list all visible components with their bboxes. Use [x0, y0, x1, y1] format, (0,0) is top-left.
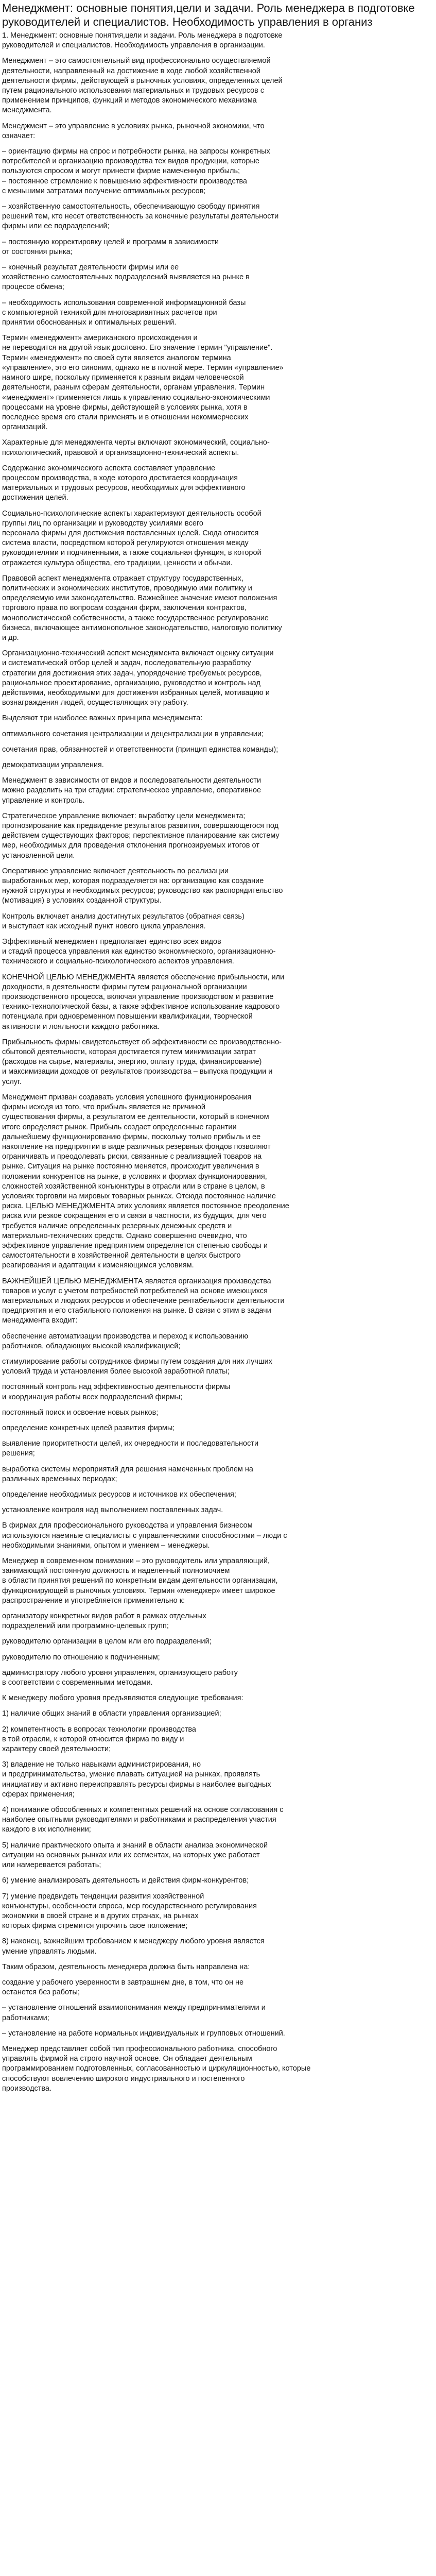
- paragraph: организатору конкретных видов работ в рамках отдельных подразделений или программно-целевых групп;: [2, 1612, 206, 1631]
- paragraph: Контроль включает анализ достигнутых результатов (обратная связь) и выступает как исходный пункт нового цикла управления.: [2, 912, 245, 930]
- paragraph: выработка системы мероприятий для решения намеченных проблем на различных временных периодах;: [2, 1465, 253, 1483]
- paragraph: 5) наличие практического опыта и знаний в области анализа экономической ситуации на основных рынках или их сегментах, на которых уже работает или намеревается работать;: [2, 1841, 268, 1870]
- paragraph: Менеджмент в зависимости от видов и последовательности деятельности можно разделить на три стадии: стратегическое управление, оперативное управление и контроль.: [2, 776, 261, 805]
- paragraph: 1. Менеджмент: основные понятия,цели и задачи. Роль менеджера в подготовке руководителей и специалистов. Необходимость управления в организации.: [2, 31, 283, 50]
- paragraph: определение необходимых ресурсов и источников их обеспечения;: [2, 1490, 236, 1499]
- paragraph: администратору любого уровня управления, организующего работу в соответствии с современными методами.: [2, 1668, 238, 1687]
- paragraph: Оперативное управление включает деятельность по реализации выработанных мер, которая подразделяется на: организацию как создание нужной структуры и необходимых ресурсов; руководство как распорядительство (мотивация) в условиях созданной структуры.: [2, 867, 283, 905]
- paragraph: руководителю организации в целом или его подразделений;: [2, 1637, 212, 1646]
- paragraph: 7) умение предвидеть тенденции развития хозяйственной конъюнктуры, особенности спроса, мер государственного регулирования экономики в своей стране и в других странах, на рынках которых фирма стремится упрочить свое положение;: [2, 1892, 257, 1930]
- paragraph: 6) умение анализировать деятельность и действия фирм-конкурентов;: [2, 1876, 249, 1885]
- document-title: Менеджмент: основные понятия,цели и задачи. Роль менеджера в подготовке руководителей и специалистов. Необходимость управления в организ: [2, 2, 415, 28]
- paragraph: определение конкретных целей развития фирмы;: [2, 1423, 175, 1432]
- paragraph: Стратегическое управление включает: выработку цели менеджмента; прогнозирование как предвидение результатов развития, совершающегося под действием существующих факторов; перспективное планирование как систему мер, необходимых для проведения отклонения прогнозируемых итогов от установленной цели.: [2, 811, 280, 860]
- paragraph: Менеджмент – это самостоятельный вид профессионально осуществляемой деятельности, направленный на достижение в ходе любой хозяйственной деятельности фирмы, действующей в рыночных условиях, определенных целей путем рационального использования материальных и трудовых ресурсов с применением принципов, функций и методов экономического механизма менеджмента.: [2, 57, 283, 115]
- paragraph: В фирмах для профессионального руководства и управления бизнесом используются наемные специалисты с управленческими способностями – люди с необходимыми знаниями, опытом и умением – менеджеры.: [2, 1521, 287, 1550]
- paragraph: Социально-психологические аспекты характеризуют деятельность особой группы лиц по организации и руководству усилиями всего персонала фирмы для достижения поставленных целей. Сюда относится система власти, посредством которой регулируются отношения между руководителями и подчиненными, а также социальная функция, в которой отражается культура общества, его традиции, ценности и обычаи.: [2, 509, 261, 567]
- paragraph: 8) наконец, важнейшим требованием к менеджеру любого уровня является умение управлять людьми.: [2, 1937, 265, 1956]
- paragraph: – ориентацию фирмы на спрос и потребности рынка, на запросы конкретных потребителей и организацию производства тех видов продукции, которые пользуются спросом и могут принести фирме намеченную прибыль; – постоянное стремление к повышению эффективности производства с меньшими затратами получение оптимальных ресурсов;: [2, 147, 270, 195]
- paragraph: выявление приоритетности целей, их очередности и последовательности решения;: [2, 1439, 259, 1458]
- paragraph: КОНЕЧНОЙ ЦЕЛЬЮ МЕНЕДЖМЕНТА является обеспечение прибыльности, или доходности, в деятельности фирмы путем рациональной организации производственного процесса, включая управление производством и развитие технико-технологической базы, а также эффективное использование кадрового потенциала при одновременном повышении квалификации, творческой активности и лояльности каждого работника.: [2, 973, 285, 1031]
- paragraph: сочетания прав, обязанностей и ответственности (принцип единства команды);: [2, 745, 278, 754]
- paragraph: Эффективный менеджмент предполагает единство всех видов и стадий процесса управления как единство экономического, организационно- технического и социально-психологического аспектов управления.: [2, 938, 276, 966]
- paragraph: постоянный поиск и освоение новых рынков;: [2, 1408, 159, 1417]
- paragraph: 1) наличие общих знаний в области управления организацией;: [2, 1709, 221, 1718]
- paragraph: ВАЖНЕЙШЕЙ ЦЕЛЬЮ МЕНЕДЖМЕНТА является организация производства товаров и услуг с учетом потребностей потребителей на основе имеющихся материальных и людских ресурсов и обеспечение рентабельности деятельности предприятия и его стабильного положения на рынке. В связи с этим в задачи менеджмента входит:: [2, 1277, 285, 1325]
- paragraph: Характерные для менеджмента черты включают экономический, социально- психологический, правовой и организационно-технический аспекты.: [2, 438, 270, 457]
- paragraph: Менеджер в современном понимании – это руководитель или управляющий, занимающий постоянную должность и наделенный полномочием в области принятия решений по конкретным видам деятельности организации, функционирующей в рыночных условиях. Термин «менеджер» имеет широкое распространение и употребляется применительно к:: [2, 1557, 278, 1605]
- paragraph: Прибыльность фирмы свидетельствует об эффективности ее производственно- сбытовой деятельности, которая достигается путем минимизации затрат (расходов на сырье, материалы, энергию, оплату труда, финансирование) и максимизации доходов от результатов производства – выпуска продукции и услуг.: [2, 1038, 282, 1086]
- paragraph: – необходимость использования современной информационной базы с компьютерной техникой для многовариантных расчетов при принятии обоснованных и оптимальных решений.: [2, 298, 246, 327]
- paragraph: Правовой аспект менеджмента отражает структуру государственных, политических и экономических институтов, проводимую ими политику и определяемую ими законодательство. Важнейшее значение имеют положения торгового права по вопросам создания фирм, заключения контрактов, монополистической собственности, а также государственное регулирование бизнеса, включающее антимонопольное законодательство, налоговую политику и др.: [2, 574, 282, 642]
- paragraph: 4) понимание обособленных и компетентных решений на основе согласования с наиболее опытными руководителями и работниками и распределения участия каждого в их исполнении;: [2, 1806, 284, 1834]
- paragraph: – установление отношений взаимопонимания между предпринимателями и работниками;: [2, 2004, 266, 2022]
- paragraph: Организационно-технический аспект менеджмента включает оценку ситуации и систематический отбор целей и задач, последовательную разработку стратегии для достижения этих задач, упорядочение требуемых ресурсов, рациональное проектирование, организацию, руководство и контроль над действиями, необходимыми для достижения избранных целей, мотивацию и вознаграждения людей, осуществляющих эту работу.: [2, 649, 274, 707]
- paragraph: демократизации управления.: [2, 761, 104, 769]
- paragraph: К менеджеру любого уровня предъявляются следующие требования:: [2, 1694, 243, 1703]
- paragraph: Содержание экономического аспекта составляет управление процессом производства, в ходе которого достигается координация материальных и трудовых ресурсов, необходимых для эффективного достижения целей.: [2, 464, 246, 502]
- paragraph: руководителю по отношению к подчиненным;: [2, 1653, 160, 1662]
- paragraph: установление контроля над выполнением поставленных задач.: [2, 1506, 223, 1515]
- paragraph: создание у рабочего уверенности в завтрашнем дне, в том, что он не останется без работы;: [2, 1978, 244, 1997]
- paragraph: – постоянную корректировку целей и программ в зависимости от состояния рынка;: [2, 238, 219, 256]
- paragraph: – хозяйственную самостоятельность, обеспечивающую свободу принятия решений тем, кто несет ответственность за конечные результаты деятельности фирмы или ее подразделений;: [2, 202, 279, 231]
- paragraph: 2) компетентность в вопросах технологии производства в той отрасли, к которой относится фирма по виду и характеру своей деятельности;: [2, 1725, 196, 1754]
- paragraph: Менеджмент – это управление в условиях рынка, рыночной экономики, что означает:: [2, 122, 265, 140]
- paragraph: стимулирование работы сотрудников фирмы путем создания для них лучших условий труда и установления более высокой заработной платы;: [2, 1357, 272, 1376]
- paragraph: Термин «менеджмент» американского происхождения и не переводится на другой язык дословно. Его значение термин "управление". Термин «менеджмент» по своей сути является аналогом термина «управление», это его синоним, однако не в полной мере. Термин «управление» намного шире, поскольку применяется к разным видам человеческой деятельности, разным сферам деятельности, органам управления. Термин «менеджмент» применяется лишь к управлению социально-экономическими процессами на уровне фирмы, действующей в условиях рынка, хотя в последнее время его стали применять и в отношении некоммерческих организаций.: [2, 334, 284, 432]
- paragraph: 3) владение не только навыками администрирования, но и предпринимательства, умение плавать ситуацией на рынках, проявлять инициативу и активно переисправлять ресурсы фирмы в наиболее выгодных сферах применения;: [2, 1760, 271, 1799]
- paragraph: – конечный результат деятельности фирмы или ее хозяйственно самостоятельных подразделений выявляется на рынке в процессе обмена;: [2, 263, 250, 292]
- paragraph: Таким образом, деятельность менеджера должна быть направлена на:: [2, 1962, 250, 1971]
- paragraph: Менеджмент призван создавать условия успешного функционирования фирмы исходя из того, что прибыль является не причиной существования фирмы, а результатом ее деятельности, который в конечном итоге определяет рынок. Прибыль создает определенные гарантии дальнейшему функционированию фирмы, поскольку только прибыль и ее накопление на предприятии в виде различных резервных фондов позволяют ограничивать и преодолевать риски, связанные с реализацией товаров на рынке. Ситуация на рынке постоянно меняется, происходит увеличения в положении конкурентов на рынке, в условиях и формах функционирования, сложностей хозяйственной конъюнктуры в отрасли или в стране в целом, в условиях торговли на мировых товарных рынках. Отсюда постоянное наличие риска. ЦЕЛЬЮ МЕНЕДЖМЕНТА этих условиях является постоянное преодоление риска или резкое сокращения его и связи в частности, из будущих, для чего требуется наличие определенных резервных денежных средств и материально-технических средств. Однако совершенно очевидно, что эффективное управление предприятием определяется степенью свободы и самостоятельности в хозяйственной деятельности в целях быстрого реагирования и адаптации к изменяющимся условиям.: [2, 1093, 289, 1270]
- document-body: [2, 31, 430, 2094]
- paragraph: постоянный контроль над эффективностью деятельности фирмы и координация работы всех подразделений фирмы;: [2, 1383, 231, 1401]
- paragraph: – установление на работе нормальных индивидуальных и групповых отношений.: [2, 2029, 285, 2038]
- paragraph: оптимального сочетания централизации и децентрализации в управлении;: [2, 730, 264, 738]
- paragraph: Выделяют три наиболее важных принципа менеджмента:: [2, 714, 203, 723]
- paragraph: Менеджер представляет собой тип профессионального работника, способного управлять фирмой на строго научной основе. Он обладает деятельным программированием подготовленных, согласованностью и циркуляционностью, которые способствуют вовлечению широкого индустриального и постепенного производства.: [2, 2044, 311, 2093]
- paragraph: обеспечение автоматизации производства и переход к использованию работников, обладающих высокой квалификацией;: [2, 1332, 249, 1350]
